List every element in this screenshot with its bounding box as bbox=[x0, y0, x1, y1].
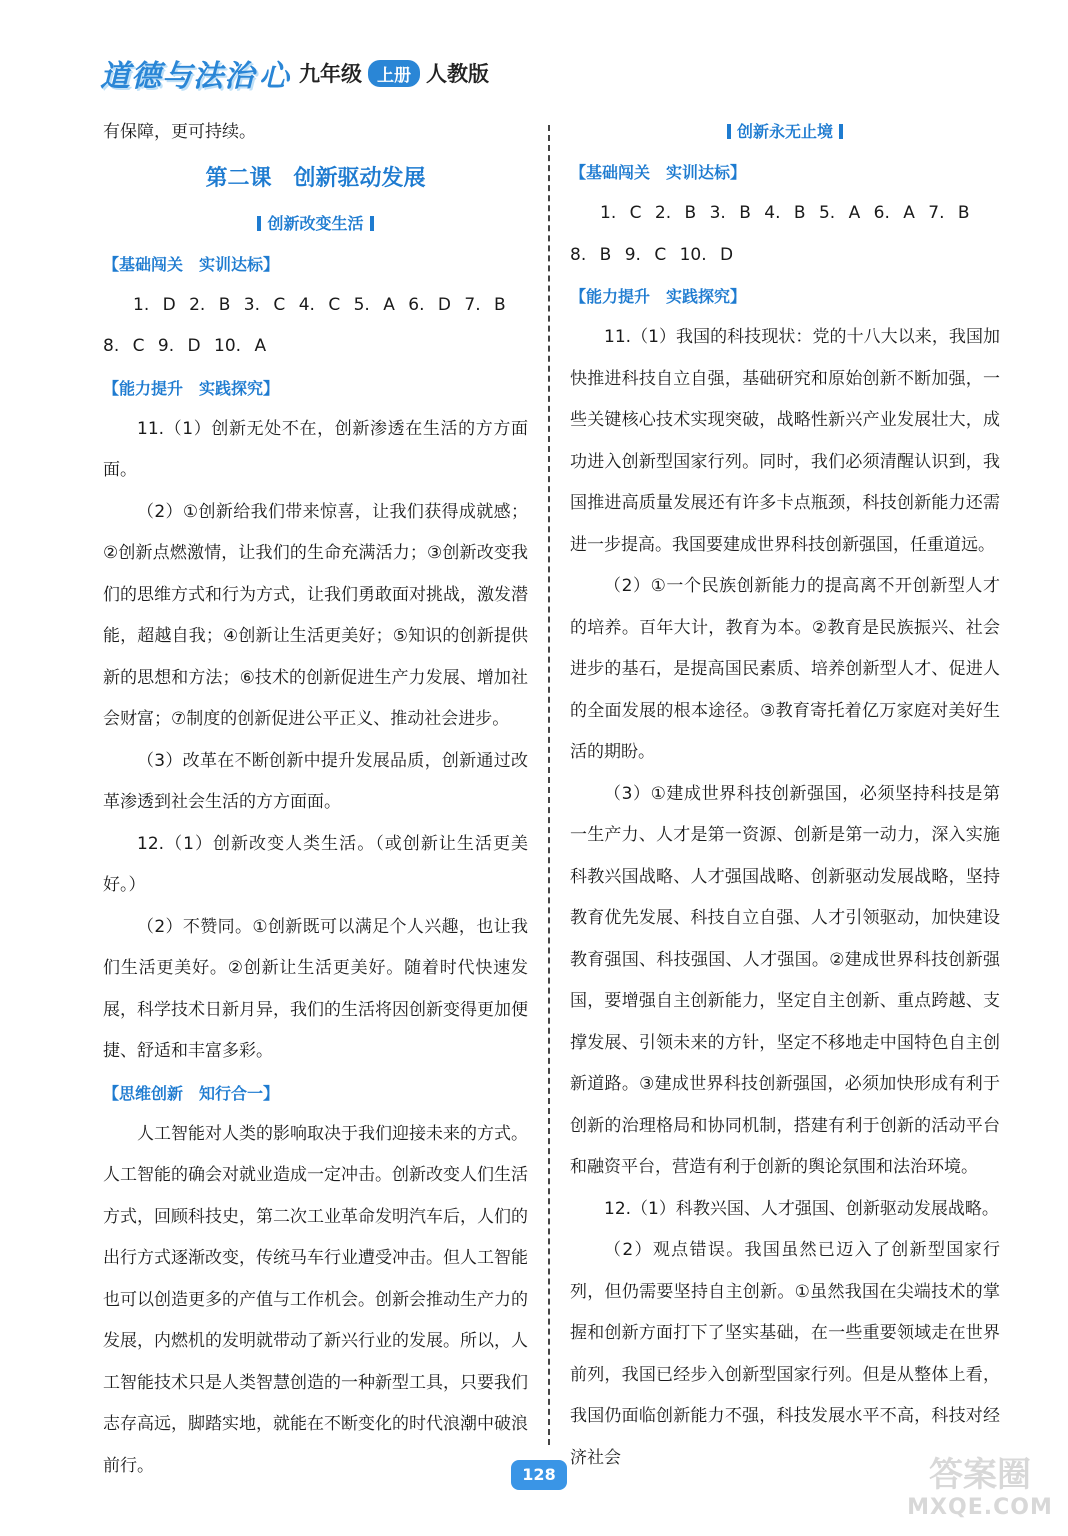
answer-line: 8. C 9. D 10. A bbox=[103, 336, 267, 356]
book-header bbox=[100, 52, 489, 94]
paragraph: （2）不赞同。①创新既可以满足个人兴趣，也让我们生活更美好。②创新让生活更美好。随着时代快速发展，科学技术日新月异，我们的生活将因创新变得更加便捷、舒适和丰富多彩。 bbox=[103, 916, 528, 1061]
subsection-label: 创新永无止境 bbox=[736, 122, 833, 141]
paragraph: （3）改革在不断创新中提升发展品质，创新通过改革渗透到社会生活的方方面面。 bbox=[103, 750, 528, 812]
bar-icon bbox=[257, 216, 261, 231]
logo-mark: 心 bbox=[259, 59, 289, 94]
section-heading: 【能力提升 实践探究】 bbox=[103, 378, 280, 398]
watermark bbox=[900, 1455, 1060, 1530]
answer-line: 8. B 9. C 10. D bbox=[570, 244, 734, 265]
lesson-title: 第二课 创新驱动发展 bbox=[205, 165, 426, 191]
right-column bbox=[570, 112, 1000, 1479]
paragraph: 11.（1）创新无处不在，创新渗透在生活的方方面面。 bbox=[103, 418, 528, 480]
column-divider bbox=[548, 125, 550, 1445]
answer-line: 1. C 2. B 3. B 4. B 5. A 6. A 7. B bbox=[600, 203, 970, 223]
paragraph: （2）观点错误。我国虽然已迈入了创新型国家行列，但仍需要坚持自主创新。①虽然我国在尖端技术的掌握和创新方面打下了坚实基础，在一些重要领域走在世界前列，我国已经步入创新型国家行列。但是从整体上看，我国仍面临创新能力不强，科技发展水平不高，科技对经济社会 bbox=[570, 1240, 1000, 1468]
bar-icon bbox=[727, 124, 731, 139]
subsection-title bbox=[103, 204, 528, 244]
section-heading: 【能力提升 实践探究】 bbox=[570, 287, 747, 306]
edition-label: 人教版 bbox=[426, 62, 489, 86]
watermark-text: 答案圈 bbox=[929, 1455, 1031, 1495]
grade-label: 九年级 bbox=[299, 62, 362, 86]
paragraph: 11.（1）我国的科技现状：党的十八大以来，我国加快推进科技自立自强，基础研究和原始创新不断加强，一些关键核心技术实现突破，战略性新兴产业发展壮大，成功进入创新型国家行列。同时，我们必须清醒认识到，我国推进高质量发展还有许多卡点瓶颈，科技创新能力还需进一步提高。我国要建成世界科技创新强国，任重道远。 bbox=[570, 327, 1000, 555]
bar-icon bbox=[370, 216, 374, 231]
section-heading: 【思维创新 知行合一】 bbox=[103, 1083, 280, 1103]
bar-icon bbox=[839, 124, 843, 139]
paragraph: 人工智能对人类的影响取决于我们迎接未来的方式。人工智能的确会对就业造成一定冲击。创新改变人们生活方式，回顾科技史，第二次工业革命发明汽车后，人们的出行方式逐渐改变，传统马车行业遭受冲击。但人工智能也可以创造更多的产值与工作机会。创新会推动生产力的发展，内燃机的发明就带动了新兴行业的发展。所以，人工智能技术只是人类智慧创造的一种新型工具，只要我们志存高远，脚踏实地，就能在不断变化的时代浪潮中破浪前行。 bbox=[103, 1123, 528, 1476]
paragraph: （2）①创新给我们带来惊喜，让我们获得成就感；②创新点燃激情，让我们的生命充满活力；③创新改变我们的思维方式和行为方式，让我们勇敢面对挑战，激发潜能，超越自我；④创新让生活更美好；⑤知识的创新提供新的思想和方法；⑥技术的创新促进生产力发展、增加社会财富；⑦制度的创新促进公平正义、推动社会进步。 bbox=[103, 501, 528, 729]
paragraph: （3）①建成世界科技创新强国，必须坚持科技是第一生产力、人才是第一资源、创新是第一动力，深入实施科教兴国战略、人才强国战略、创新驱动发展战略，坚持教育优先发展、科技自立自强、人才引领驱动，加快建设教育强国、科技强国、人才强国。②建成世界科技创新强国，要增强自主创新能力，坚定自主创新、重点跨越、支撑发展、引领未来的方针，坚定不移地走中国特色自主创新道路。③建成世界科技创新强国，必须加快形成有利于创新的治理格局和协同机制，搭建有利于创新的活动平台和融资平台，营造有利于创新的舆论氛围和法治环境。 bbox=[570, 783, 1000, 1177]
paragraph: （2）①一个民族创新能力的提高离不开创新型人才的培养。百年大计，教育为本。②教育是民族振兴、社会进步的基石，是提高国民素质、培养创新型人才、促进人的全面发展的根本途径。③教育寄托着亿万家庭对美好生活的期盼。 bbox=[570, 576, 1000, 762]
intro-text: 有保障，更可持续。 bbox=[103, 122, 256, 142]
subsection-title bbox=[570, 112, 1000, 152]
answer-line: 1. D 2. B 3. C 4. C 5. A 6. D 7. B bbox=[133, 294, 506, 315]
section-heading: 【基础闯关 实训达标】 bbox=[570, 163, 747, 182]
paragraph: 12.（1）科教兴国、人才强国、创新驱动发展战略。 bbox=[604, 1198, 999, 1219]
section-heading: 【基础闯关 实训达标】 bbox=[103, 254, 280, 274]
paragraph: 12.（1）创新改变人类生活。（或创新让生活更美好。） bbox=[103, 833, 528, 895]
term-badge: 上册 bbox=[368, 60, 420, 87]
book-logo: 道德与法治 bbox=[100, 59, 255, 94]
left-column bbox=[103, 112, 528, 1487]
subsection-label: 创新改变生活 bbox=[267, 213, 364, 233]
page-number: 128 bbox=[511, 1460, 567, 1490]
watermark-url: MXQE.COM bbox=[907, 1495, 1053, 1520]
